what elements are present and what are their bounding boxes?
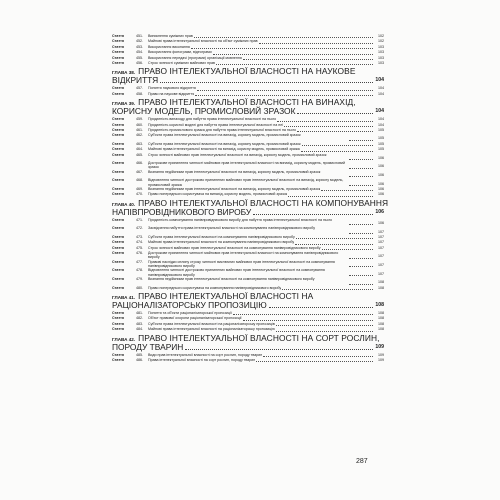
dot-leader: [322, 249, 373, 250]
article-label: Стаття: [112, 352, 124, 357]
article-label: Стаття: [112, 127, 124, 132]
article-label: Стаття: [112, 141, 124, 146]
page-ref: 106: [378, 164, 384, 169]
article-number: 463.: [136, 141, 143, 146]
article-label: Стаття: [112, 245, 124, 250]
article-title: Право попереднього користувача на винахід, корисну модель, промисловий зразок: [148, 192, 288, 197]
dot-leader: [349, 185, 373, 186]
article-label: Стаття: [112, 161, 124, 166]
toc-entry: [112, 133, 384, 142]
article-label: Стаття: [112, 86, 124, 91]
page-ref: 106: [378, 181, 384, 186]
article-title: Визнання недійсними прав інтелектуальної власності на компонування напівпровідникового виробу: [148, 276, 315, 281]
article-label: Стаття: [112, 50, 124, 55]
toc-entry: [112, 218, 384, 227]
article-title: Майнові права інтелектуальної власності на об'єкт суміжних прав: [148, 39, 258, 44]
article-label: Стаття: [112, 117, 124, 122]
table-of-contents: [112, 33, 389, 363]
toc-entry: [112, 226, 384, 235]
article-number: 483.: [136, 321, 143, 326]
dot-leader: [297, 131, 373, 132]
article-label: Стаття: [112, 310, 124, 315]
article-label: Стаття: [112, 259, 124, 264]
dot-leader: [282, 289, 373, 290]
article-number: 453.: [136, 44, 143, 49]
chapter-page-ref: 109: [375, 343, 384, 350]
chapter-title: ПРАВО ІНТЕЛЕКТУАЛЬНОЇ ВЛАСНОСТІ НА КОМПОНУВАННЯ: [138, 197, 389, 208]
article-title: Використання виконання: [148, 44, 190, 49]
page-ref: 107: [378, 245, 384, 250]
page-ref: 106: [378, 221, 384, 226]
chapter-title-line: [112, 208, 384, 217]
article-number: 456.: [136, 60, 143, 65]
article-label: Стаття: [112, 192, 124, 197]
article-title: Строк чинності суміжних майнових прав: [148, 60, 215, 65]
dot-leader: [191, 48, 373, 49]
dot-leader: [263, 356, 373, 357]
article-title: Придатність компонування напівпровідникового виробу для набуття права інтелектуальної власності на нього: [148, 217, 333, 222]
article-title: Правові наслідки сплину строку чинності виключних майнових прав інтелектуальної власності на компонування напівпровідникового виробу: [148, 259, 335, 268]
article-label: Стаття: [112, 91, 124, 96]
article-number: 476.: [136, 251, 143, 256]
dot-leader: [349, 159, 373, 160]
article-label: Стаття: [112, 60, 124, 65]
article-label: Стаття: [112, 133, 124, 138]
article-label: Стаття: [112, 178, 124, 183]
page-ref: 105: [378, 141, 384, 146]
page-ref: 105: [378, 147, 384, 152]
chapter-heading: [112, 197, 389, 291]
article-title: Право попереднього користувача на компонування напівпровідникового виробу: [148, 285, 282, 290]
page-ref: 108: [378, 321, 384, 326]
dot-leader: [243, 59, 373, 60]
article-number: 472.: [136, 226, 143, 231]
page-ref: 102: [378, 39, 384, 44]
chapter-title-continued: НАПІВПРОВІДНИКОВОГО ВИРОБУ: [112, 206, 252, 217]
chapter-title-continued: КОРИСНУ МОДЕЛЬ, ПРОМИСЛОВИЙ ЗРАЗОК: [112, 106, 296, 117]
article-label: Стаття: [112, 44, 124, 49]
page-ref: 107: [378, 262, 384, 267]
article-number: 452.: [136, 39, 143, 44]
article-title: Майнові права інтелектуальної власності на винахід, корисну модель, промисловий зразок: [148, 147, 301, 152]
page-ref: 107: [378, 271, 384, 276]
page-ref: 104: [378, 91, 384, 96]
dot-leader: [349, 284, 373, 285]
article-number: 454.: [136, 50, 143, 55]
page-ref: 108: [378, 316, 384, 321]
page-ref: 104: [378, 122, 384, 127]
article-title: Придатність винаходу для набуття права інтелектуальної власності на нього: [148, 117, 277, 122]
article-number: 464.: [136, 147, 143, 152]
page-ref: 103: [378, 60, 384, 65]
chapter-title-line: [112, 343, 384, 352]
article-number: 451.: [136, 33, 143, 38]
article-title: Виникнення суміжних прав: [148, 33, 193, 38]
chapter-title-line: [112, 76, 384, 85]
page-ref: 106: [378, 192, 384, 197]
dot-leader: [256, 361, 373, 362]
dot-leader: [276, 325, 373, 326]
page-ref: 107: [378, 229, 384, 234]
article-label: Стаття: [112, 268, 124, 273]
dot-leader: [349, 275, 373, 276]
dot-leader: [302, 145, 373, 146]
article-title: Об'єкт правової охорони раціоналізаторської пропозиції: [148, 316, 242, 321]
dot-leader: [216, 64, 373, 65]
page-ref: 104: [378, 117, 384, 122]
toc-entry: [112, 153, 384, 162]
article-number: 465.: [136, 152, 143, 157]
article-number: 466.: [136, 161, 143, 166]
article-label: Стаття: [112, 321, 124, 326]
dot-leader: [233, 314, 373, 315]
dot-leader: [160, 76, 373, 83]
page-ref: 107: [378, 254, 384, 259]
page-ref: 105: [378, 127, 384, 132]
page-number: 287: [356, 458, 368, 465]
page-ref: 106: [378, 155, 384, 160]
page-ref: 108: [378, 327, 384, 332]
dot-leader: [185, 343, 373, 350]
article-title: Придатність промислового зразка для набуття права інтелектуальної власності на нього: [148, 127, 297, 132]
toc-entry: [112, 277, 384, 286]
chapter-heading: [112, 67, 384, 97]
article-title: Суб'єкти права інтелектуальної власності на раціоналізаторську пропозицію: [148, 321, 276, 326]
article-label: Стаття: [112, 357, 124, 362]
article-title: Суб'єкти права інтелектуальної власності на винахід, корисну модель, промисловий зразок: [148, 141, 301, 146]
article-title: Право на наукове відкриття: [148, 91, 195, 96]
chapter-title-continued: РАЦІОНАЛІЗАТОРСЬКУ ПРОПОЗИЦІЮ: [112, 299, 267, 310]
article-number: 478.: [136, 268, 143, 273]
dot-leader: [288, 196, 373, 197]
dot-leader: [213, 54, 373, 55]
chapter-label: ГЛАВА 42.: [112, 336, 136, 342]
article-label: Стаття: [112, 147, 124, 152]
article-number: 459.: [136, 117, 143, 122]
article-title: Використання передачі (програми) організації мовлення: [148, 55, 242, 60]
article-title: Засвідчення набуття права інтелектуальної власності на компонування напівпровідникового виробу: [148, 226, 316, 231]
article-title: Майнові права інтелектуальної власності на компонування напівпровідникового виробу: [148, 240, 295, 245]
article-title: Права інтелектуальної власності на сорт рослин, породу тварин: [148, 357, 256, 362]
article-number: 468.: [136, 178, 143, 183]
dot-leader: [296, 238, 373, 239]
toc-entry: [112, 358, 384, 363]
article-label: Стаття: [112, 33, 124, 38]
chapter-page-ref: 106: [375, 208, 384, 215]
dot-leader: [284, 126, 373, 127]
article-title: Суб'єкти права інтелектуальної власності на винахід, корисну модель, промисловий зразок: [148, 133, 301, 138]
article-label: Стаття: [112, 316, 124, 321]
page-ref: 107: [378, 240, 384, 245]
article-label: Стаття: [112, 169, 124, 174]
article-number: 461.: [136, 127, 143, 132]
article-label: Стаття: [112, 122, 124, 127]
article-label: Стаття: [112, 217, 124, 222]
chapter-title: ПРАВО ІНТЕЛЕКТУАЛЬНОЇ ВЛАСНОСТІ НА СОРТ РОСЛИН,: [138, 332, 380, 343]
article-title: Поняття та об'єкти раціоналізаторської пропозиції: [148, 310, 232, 315]
toc-entry: [112, 268, 384, 277]
article-title: Відновлення чинності достроково припинених майнових прав інтелектуальної власності на винахід, корисну модель, промисловий зразок: [148, 178, 344, 187]
article-number: 480.: [136, 285, 143, 290]
chapter-label: ГЛАВА 39.: [112, 101, 136, 107]
article-number: 474.: [136, 240, 143, 245]
chapter-title: ПРАВО ІНТЕЛЕКТУАЛЬНОЇ ВЛАСНОСТІ НА ВИНАХІД,: [138, 97, 356, 108]
article-title: Види прав інтелектуальної власності на сорт рослин, породу тварин: [148, 352, 263, 357]
page-ref: 108: [378, 280, 384, 285]
dot-leader: [197, 90, 373, 91]
dot-leader: [297, 107, 373, 114]
dot-leader: [259, 43, 373, 44]
article-number: 469.: [136, 187, 143, 192]
page-ref: 107: [378, 235, 384, 239]
toc-entry: [112, 251, 384, 260]
dot-leader: [349, 168, 373, 169]
toc-entry: [112, 260, 384, 269]
article-label: Стаття: [112, 251, 124, 256]
article-title: Визнання недійсними прав інтелектуальної власності на винахід, корисну модель, промисловий зразок: [148, 187, 321, 192]
article-title: Дострокове припинення чинності майнових прав інтелектуальної власності на компонування напівпровідникового виробу: [148, 251, 339, 260]
article-number: 484.: [136, 327, 143, 332]
article-number: 477.: [136, 259, 143, 264]
dot-leader: [321, 190, 373, 191]
article-number: 460.: [136, 122, 143, 127]
dot-leader: [295, 244, 373, 245]
dot-leader: [349, 176, 373, 177]
chapter-title: ПРАВО ІНТЕЛЕКТУАЛЬНОЇ ВЛАСНОСТІ НА: [138, 290, 314, 301]
chapter-heading: [112, 292, 384, 333]
toc-entry: [112, 327, 384, 332]
article-number: 486.: [136, 357, 143, 362]
toc-entry: [112, 161, 384, 170]
chapter-page-ref: 104: [375, 77, 384, 84]
article-label: Стаття: [112, 240, 124, 245]
page-ref: 103: [378, 44, 384, 49]
article-label: Стаття: [112, 235, 124, 239]
article-number: 479.: [136, 276, 143, 281]
chapter-heading: [112, 98, 384, 198]
chapter-heading: [112, 334, 384, 364]
chapter-label: ГЛАВА 41.: [112, 294, 136, 300]
dot-leader: [195, 95, 373, 96]
toc-entry: [112, 170, 384, 179]
page-ref: 103: [378, 55, 384, 60]
chapter-title-continued: ПОРОДУ ТВАРИН: [112, 341, 184, 352]
article-number: 481.: [136, 310, 143, 315]
article-title: Відновлення чинності достроково припинених майнових прав інтелектуальної власності на компонування напівпровідникового виробу: [148, 268, 325, 277]
article-title: Суб'єкти права інтелектуальної власності на компонування напівпровідникового виробу: [148, 235, 295, 239]
chapter-title-line: [112, 107, 384, 116]
page-ref: 109: [378, 352, 384, 357]
dot-leader: [349, 224, 373, 225]
toc-entry: [112, 178, 384, 187]
article-title: Строк чинності майнових прав інтелектуальної власності на компонування напівпровідникового виробу: [148, 245, 321, 250]
article-title: Майнові права інтелектуальної власності на раціоналізаторську пропозицію: [148, 327, 275, 332]
article-title: Строк чинності майнових прав інтелектуальної власності на винахід, корисну модель, промисловий зразок: [148, 152, 327, 157]
article-label: Стаття: [112, 226, 124, 231]
article-title: Поняття наукового відкриття: [148, 86, 196, 91]
chapter-page-ref: 108: [375, 301, 384, 308]
article-title: Використання фонограми, відеограми: [148, 50, 212, 55]
chapter-title-continued: ВІДКРИТТЯ: [112, 75, 159, 86]
article-number: 457.: [136, 86, 143, 91]
chapter-label: ГЛАВА 38.: [112, 70, 136, 76]
article-label: Стаття: [112, 55, 124, 60]
article-number: 470.: [136, 192, 143, 197]
article-label: Стаття: [112, 187, 124, 192]
dot-leader: [194, 37, 373, 38]
chapter-page-ref: 104: [375, 108, 384, 115]
chapter-title-line: [112, 301, 384, 310]
article-number: 475.: [136, 245, 143, 250]
dot-leader: [269, 301, 374, 308]
dot-leader: [253, 208, 373, 215]
page-ref: 109: [378, 357, 384, 362]
article-label: Стаття: [112, 39, 124, 44]
dot-leader: [301, 151, 373, 152]
article-title: Визнання недійсними прав інтелектуальної власності на винахід, корисну модель, промисловий зразок: [148, 169, 321, 174]
article-number: 473.: [136, 235, 143, 239]
article-label: Стаття: [112, 327, 124, 332]
dot-leader: [349, 140, 373, 141]
article-number: 471.: [136, 217, 143, 222]
page-ref: 102: [378, 33, 384, 38]
article-number: 482.: [136, 316, 143, 321]
page-ref: 106: [378, 187, 384, 192]
article-number: 485.: [136, 352, 143, 357]
article-number: 467.: [136, 169, 143, 174]
dot-leader: [349, 266, 373, 267]
article-label: Стаття: [112, 152, 124, 157]
article-label: Стаття: [112, 276, 124, 281]
page-ref: 106: [378, 173, 384, 178]
page-ref: 104: [378, 86, 384, 91]
dot-leader: [349, 233, 373, 234]
dot-leader: [276, 331, 373, 332]
page-ref: 105: [378, 136, 384, 141]
dot-leader: [277, 121, 373, 122]
page-ref: 108: [378, 310, 384, 315]
chapter-label: ГЛАВА 40.: [112, 201, 136, 207]
article-label: Стаття: [112, 285, 124, 290]
page-ref: 108: [378, 285, 384, 290]
article-number: 458.: [136, 91, 143, 96]
article-title: Дострокове припинення чинності майнових прав інтелектуальної власності на винахід, корисну модель, промисловий зразок: [148, 161, 345, 170]
dot-leader: [349, 258, 373, 259]
article-number: 462.: [136, 133, 143, 138]
page-ref: 103: [378, 50, 384, 55]
article-title: Придатність корисної моделі для набуття права інтелектуальної власності на неї: [148, 122, 284, 127]
article-number: 455.: [136, 55, 143, 60]
chapter-title: ПРАВО ІНТЕЛЕКТУАЛЬНОЇ ВЛАСНОСТІ НА НАУКОВЕ: [138, 66, 356, 77]
dot-leader: [243, 320, 373, 321]
